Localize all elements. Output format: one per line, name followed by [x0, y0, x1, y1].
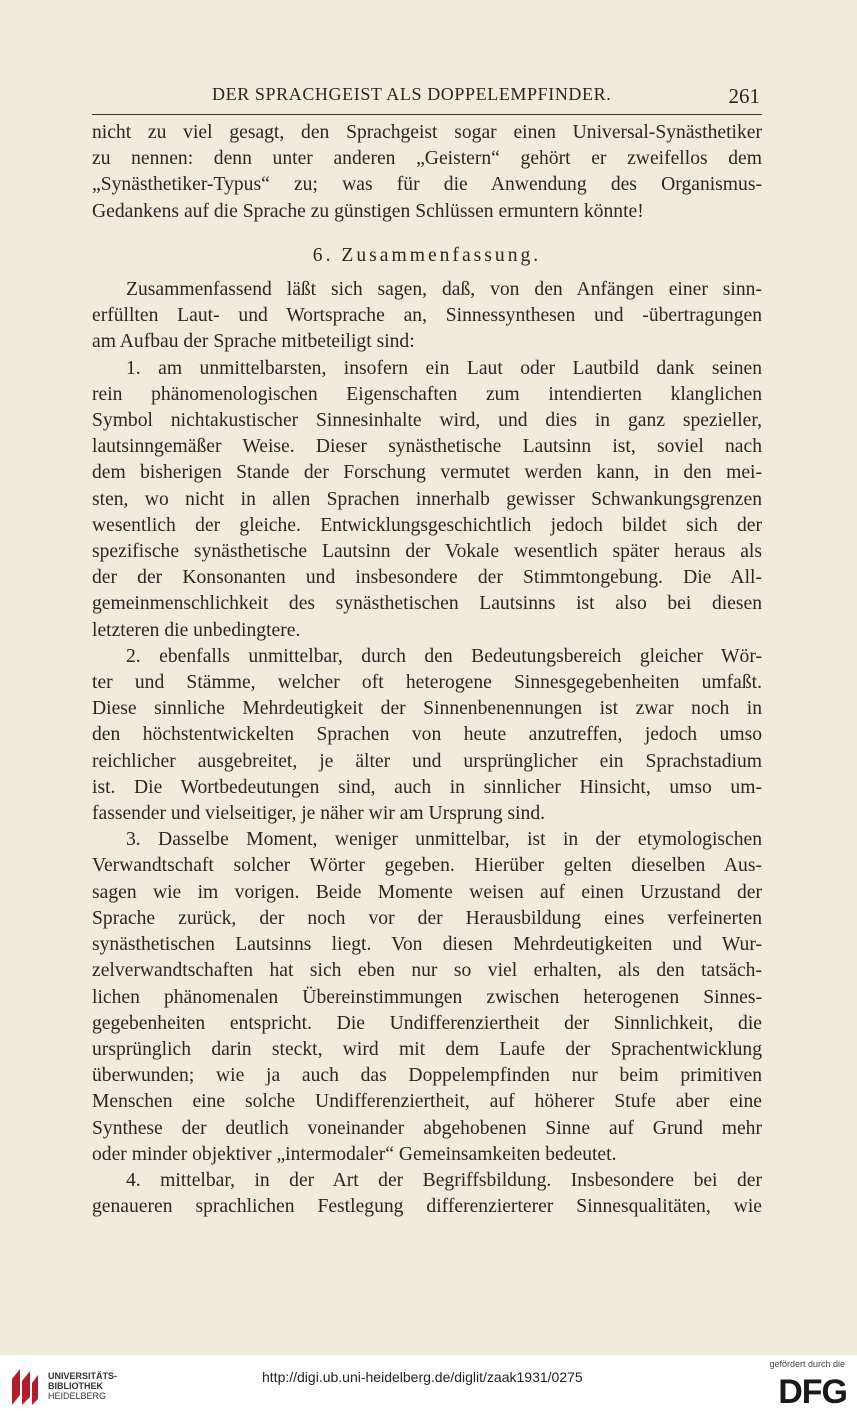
- text-line: „Synästhetiker-Typus“ zu; was für die Anwendung des Organismus-: [92, 174, 762, 196]
- library-logo-icon: [8, 1365, 42, 1409]
- text-line: am Aufbau der Sprache mitbeteiligt sind:: [92, 331, 415, 353]
- text-line: fassender und vielseitiger, je näher wir am Ursprung sind.: [92, 803, 546, 825]
- text-line: Symbol nichtakustischer Sinnesinhalte wird, und dies in ganz spezieller,: [92, 410, 762, 432]
- text-line: wesentlich der gleiche. Entwicklungsgeschichtlich jedoch bildet sich der: [92, 514, 762, 536]
- text-line: letzteren die unbedingtere.: [92, 619, 301, 641]
- text-line: ist. Die Wortbedeutungen sind, auch in sinnlicher Hinsicht, umso um-: [92, 776, 762, 798]
- text-line: Sprache zurück, der noch vor der Herausbildung eines verfeinerten: [92, 907, 762, 929]
- text-line: Diese sinnliche Mehrdeutigkeit der Sinnenbenennungen ist zwar noch in: [92, 698, 762, 720]
- text-line: lautsinngemäßer Weise. Dieser synästhetische Lautsinn ist, soviel nach: [92, 436, 762, 458]
- page-header: [92, 80, 762, 115]
- text-line: reichlicher ausgebreitet, je älter und ursprünglicher ein Sprachstadium: [92, 750, 762, 772]
- text-line: erfüllten Laut- und Wortsprache an, Sinnessynthesen und -übertragungen: [92, 305, 762, 327]
- body-text: [92, 120, 762, 1220]
- permalink-url[interactable]: http://digi.ub.uni-heidelberg.de/diglit/zaak1931/0275: [262, 1369, 583, 1385]
- section-title: 6. Zusammenfassung.: [312, 244, 542, 266]
- text-line: der der Konsonanten und insbesondere der Stimmtongebung. Die All-: [92, 567, 762, 589]
- text-line: Menschen eine solche Undifferenziertheit, auf höherer Stufe aber eine: [92, 1091, 762, 1113]
- viewer-footer: [0, 1355, 857, 1417]
- text-line: lichen phänomenalen Übereinstimmungen zwischen heterogenen Sinnes-: [92, 986, 762, 1008]
- text-line: zu nennen: denn unter anderen „Geistern“ gehört er zweifellos dem: [92, 148, 762, 170]
- text-line: oder minder objektiver „intermodaler“ Gemeinsamkeiten bedeutet.: [92, 1143, 617, 1165]
- text-line: nicht zu viel gesagt, den Sprachgeist sogar einen Universal-Synästhetiker: [92, 122, 762, 143]
- text-line: Gedankens auf die Sprache zu günstigen Schlüssen ermuntern könnte!: [92, 200, 644, 222]
- text-line: sten, wo nicht in allen Sprachen innerhalb gewisser Schwankungsgrenzen: [92, 488, 762, 510]
- text-line: Zusammenfassend läßt sich sagen, daß, von den Anfängen einer sinn-: [126, 279, 762, 301]
- page-number: 261: [728, 84, 760, 108]
- text-line: spezifische synästhetische Lautsinn der Vokale wesentlich später heraus als: [92, 541, 762, 563]
- text-line: 2. ebenfalls unmittelbar, durch den Bedeutungsbereich gleicher Wör-: [126, 645, 762, 667]
- text-line: gegebenheiten entspricht. Die Undifferenziertheit der Sinnlichkeit, die: [92, 1012, 762, 1034]
- text-line: zelverwandtschaften hat sich eben nur so viel erhalten, als den tatsäch-: [92, 960, 762, 982]
- text-line: 3. Dasselbe Moment, weniger unmittelbar, ist in der etymologischen: [126, 829, 762, 851]
- running-head: DER SPRACHGEIST ALS DOPPELEMPFINDER.: [212, 84, 612, 104]
- text-line: ter und Stämme, welcher oft heterogene Sinnesgegebenheiten umfaßt.: [92, 672, 762, 694]
- text-line: 4. mittelbar, in der Art der Begriffsbildung. Insbesondere bei der: [126, 1169, 762, 1191]
- text-line: Synthese der deutlich voneinander abgehobenen Sinne auf Grund mehr: [92, 1117, 762, 1139]
- text-line: ursprünglich darin steckt, wird mit dem Laufe der Sprachentwicklung: [92, 1038, 762, 1060]
- text-line: synästhetischen Lautsinns liegt. Von diesen Mehrdeutigkeiten und Wur-: [92, 934, 762, 956]
- text-line: dem bisherigen Stande der Forschung vermutet werden kann, in den mei-: [92, 462, 762, 484]
- text-line: rein phänomenologischen Eigenschaften zum intendierten klanglichen: [92, 383, 762, 405]
- dfg-logo: DFG: [778, 1373, 847, 1411]
- text-line: überwunden; wie ja auch das Doppelempfinden nur beim primitiven: [92, 1065, 762, 1087]
- text-line: den höchstentwickelten Sprachen von heute anzutreffen, jedoch umso: [92, 724, 762, 746]
- library-name: UNIVERSITÄTS- BIBLIOTHEK HEIDELBERG: [48, 1371, 118, 1401]
- funding-note: gefördert durch die: [769, 1359, 845, 1369]
- text-line: gemeinmenschlichkeit des synästhetischen Lautsinns ist also bei diesen: [92, 593, 762, 615]
- text-line: Verwandtschaft solcher Wörter gegeben. Hierüber gelten dieselben Aus-: [92, 855, 762, 877]
- text-line: sagen wie im vorigen. Beide Momente weisen auf einen Urzustand der: [92, 881, 762, 903]
- text-line: genaueren sprachlichen Festlegung differenzierterer Sinnesqualitäten, wie: [92, 1196, 762, 1218]
- text-line: 1. am unmittelbarsten, insofern ein Laut oder Lautbild dank seinen: [126, 357, 762, 379]
